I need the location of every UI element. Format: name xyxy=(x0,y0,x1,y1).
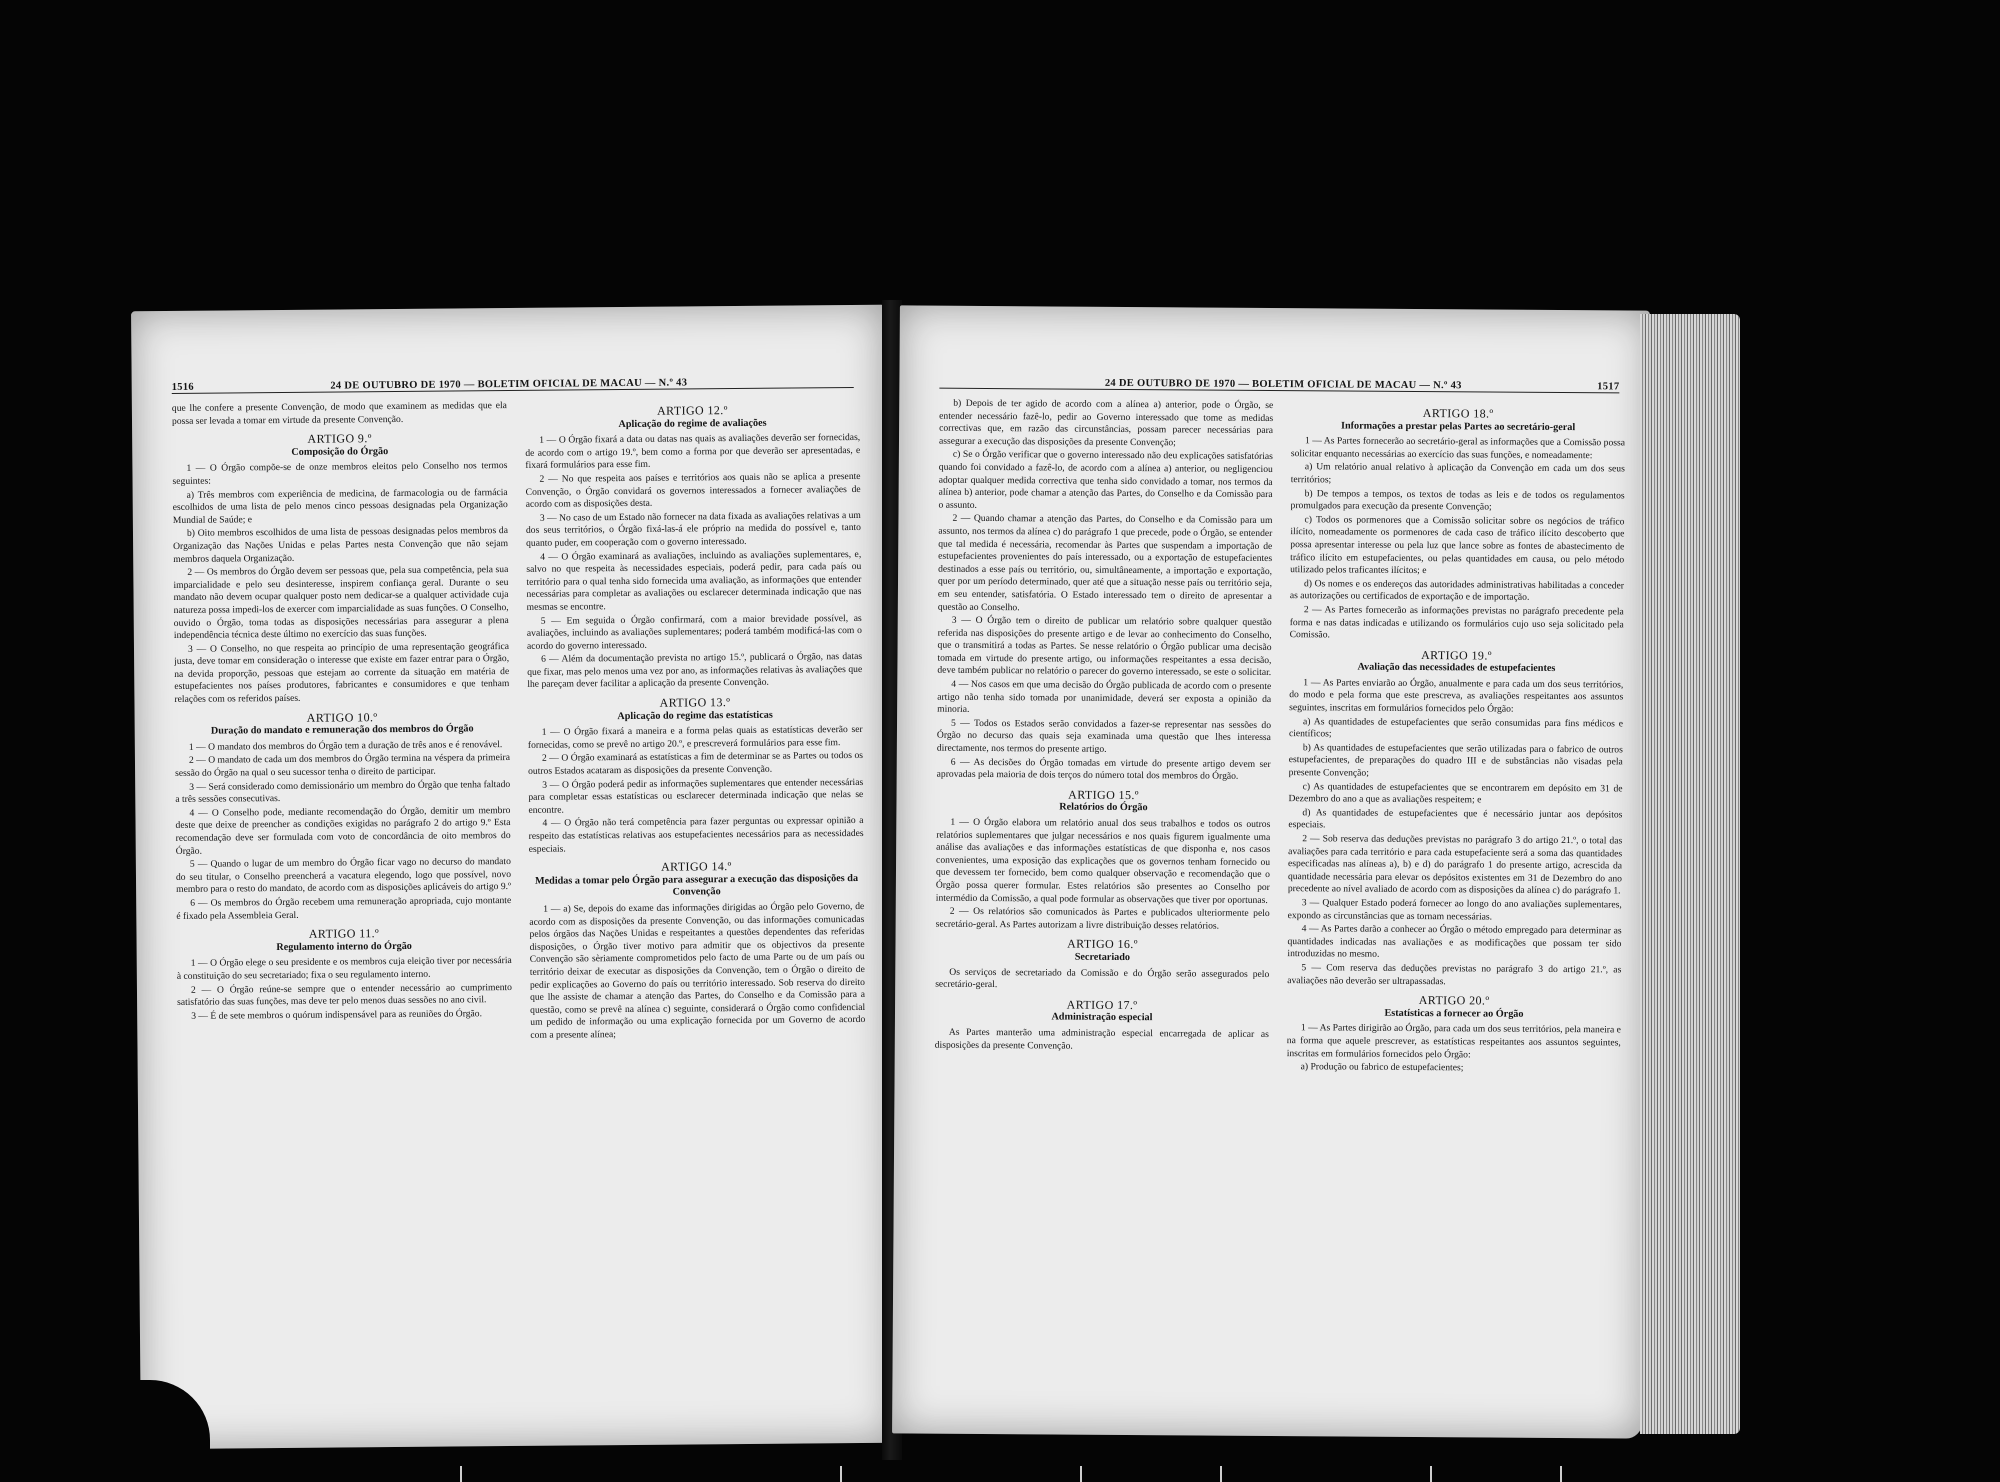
paragraph: b) Depois de ter agido de acordo com a alínea a) anterior, pode o Órgão, se entender necessário fazê-lo, pedir ao Governo interessado que tome as medidas correctivas que, em razão das circunstâncias, possam parecer necessárias para assegurar a execução das disposições da presente Convenção; xyxy=(938,397,1274,449)
article-heading: ARTIGO 9.º xyxy=(307,431,372,446)
article-title: Avaliação das necessidades de estupefacientes xyxy=(1357,661,1556,675)
paragraph: a) Três membros com experiência de medicina, de farmacologia ou de farmácia escolhidos de uma lista de pelo menos cinco pessoas designadas pela Organização Mundial de Saúde; e xyxy=(172,486,508,526)
paragraph: 6 — As decisões do Órgão tomadas em virtude do presente artigo devem ser aprovadas pela maioria de dois terços do número total dos membros do Órgão. xyxy=(936,756,1271,782)
article-heading: ARTIGO 20.º xyxy=(1418,993,1490,1008)
column xyxy=(172,400,516,1433)
paragraph: 4 — O Órgão não terá competência para fazer perguntas ou expressar opinião a respeito das estatísticas relativas aos estupefacientes necessários para as necessidades especiais. xyxy=(528,815,864,855)
paragraph: 3 — O Conselho, no que respeita ao princípio de uma representação geográfica justa, deve tomar em consideração o interesse que existe em fazer entrar para o Órgão, na devida proporção, pessoas que estejam ao corrente da situação em matéria de estupefacientes nos países produtores, fabricantes e consumidores e que tenham relações com os referidos países. xyxy=(174,640,510,706)
paragraph: 2 — O Órgão examinará as estatísticas a fim de determinar se as Partes ou todos os outros Estados acataram as disposições da presente Convenção. xyxy=(528,750,864,777)
scan-bottom-marks xyxy=(100,1466,1600,1482)
paragraph: 1 — As Partes dirigirão ao Órgão, para cada um dos seus territórios, pela maneira e na forma que aquele prescrever, as estatísticas respeitantes aos assuntos seguintes, inscritas em formulários fornecidos pelo Órgão: xyxy=(1286,1022,1621,1060)
article-title: Secretariado xyxy=(1074,951,1131,963)
paragraph: a) Produção ou fabrico de estupefacientes; xyxy=(1300,1061,1464,1074)
article-heading: ARTIGO 17.º xyxy=(1066,997,1138,1012)
article-title: Estatísticas a fornecer ao Órgão xyxy=(1384,1007,1524,1020)
paragraph: 2 — O mandato de cada um dos membros do Órgão termina na véspera da primeira sessão do Órgão na qual o seu sucessor tenha o direito de participar. xyxy=(175,752,511,779)
paragraph: 1 — O Órgão fixará a data ou datas nas quais as avaliações deverão ser fornecidas, de acordo com o artigo 19.º, bem como a forma por que deverão ser apresentadas, e fixará formulários para esse fim. xyxy=(525,432,861,472)
paragraph: b) De tempos a tempos, os textos de todas as leis e de todos os regulamentos promulgados para execução da presente Convenção; xyxy=(1290,487,1625,513)
paragraph: 4 — As Partes darão a conhecer ao Órgão o método empregado para determinar as quantidades indicadas nas avaliações e as modificações que possam ter sido introduzidas no mesmo. xyxy=(1287,923,1622,961)
paragraph: a) As quantidades de estupefacientes que serão consumidas para fins médicos e científicos; xyxy=(1288,715,1624,740)
paragraph: 5 — Todos os Estados serão convidados a fazer-se representar nas sessões do Órgão no decurso das quais seja examinada uma questão que lhes interessa directamente, nos termos do presente artigo. xyxy=(936,717,1272,755)
page-edges xyxy=(1640,314,1740,1434)
paragraph: 2 — Sob reserva das deduções previstas no parágrafo 3 do artigo 21.º, o total das avaliações para cada território e para cada estupefaciente será a soma das quantidades especificadas nas alíneas a), b) e d) do parágrafo 1 do presente artigo, acrescida da quantidade necessária para elevar os depósitos existentes em 31 de Dezembro do ano precedente ao nível avaliado de acordo com as disposições da alínea c) do parágrafo 1. xyxy=(1287,833,1623,897)
article-heading: ARTIGO 10.º xyxy=(306,709,378,725)
paragraph: 2 — Quando chamar a atenção das Partes, do Conselho e da Comissão para um assunto, nos termos da alínea c) do parágrafo 1 que precede, pode o Órgão, se entender que tal medida é necessária, recomendar às Partes que suspendam a importação de estupefacientes provenientes do país interessado, ou a exportação de estupefacientes destinados a esse país ou território, ou, simultâneamente, a importação e exportação, quer por um período determinado, quer até que a situação nesse país ou território seja, em seu entender, satisfatória. O Estado interessado tem o direito de apresentar a questão ao Conselho. xyxy=(937,513,1273,613)
paragraph: 2 — Os membros do Órgão devem ser pessoas que, pela sua competência, pela sua imparcialidade e pelo seu desinteresse, inspirem confiança geral. Durante o seu mandato não devem ocupar qualquer posto nem dedicar-se a qualquer actividade cuja natureza possa impedi-los de exercer com imparcialidade as suas funções. O Conselho, ouvido o Órgão, toma todas as disposições necessárias para assegurar a plena independência técnica deste último no exercício das suas funções. xyxy=(173,564,509,642)
page-header-right xyxy=(939,374,1619,394)
paragraph: 1 — O Órgão elege o seu presidente e os membros cuja eleição tiver por necessária à constituição do seu secretariado; fixa o seu regulamento interno. xyxy=(176,955,512,982)
article-title: Medidas a tomar pelo Órgão para assegurar a execução das disposições da Convenção xyxy=(534,872,859,898)
article-heading: ARTIGO 12.º xyxy=(657,403,728,418)
paragraph: 3 — No caso de um Estado não fornecer na data fixada as avaliações relativas a um dos seus territórios, o Órgão fixá-las-á ele próprio na medida do possível e, tanto quanto puder, em cooperação com o governo interessado. xyxy=(525,509,862,549)
open-bulletin-book xyxy=(120,300,1740,1460)
paragraph: 3 — Será considerado como demissionário um membro do Órgão que tenha faltado a três sessões consecutivas. xyxy=(175,778,511,806)
paragraph: c) As quantidades de estupefacientes que se encontrarem em depósito em 31 de Dezembro do ano a que as avaliações respeitem; e xyxy=(1288,780,1623,806)
paragraph: 1 — O Órgão elabora um relatório anual dos seus trabalhos e todos os outros relatórios suplementares que julgar necessários e nos quais figurem igualmente uma análise das avaliações e das informações estatísticas de que disponha e, nos casos convenientes, uma exposição das explicações que os governos tenham fornecido ou que devessem ter fornecido, bem como qualquer observação e recomendação que o Órgão possa querer formular. Estes relatórios são presentes ao Conselho por intermédio da Comissão, a qual pode formular as observações que tiver por oportunas. xyxy=(935,816,1271,906)
paragraph: 1 — As Partes fornecerão ao secretário-geral as informações que a Comissão possa solicitar enquanto necessárias ao exercício das suas funções, e nomeadamente: xyxy=(1290,435,1626,462)
paragraph: 4 — O Órgão examinará as avaliações, incluindo as avaliações suplementares, e, salvo no que respeita às necessidades especiais, poderá pedir, para cada país ou território para o qual tenha sido fornecida uma avaliação, as informações que entender necessárias para completar as avaliações ou esclarecer determinada indicação que nas mesmas se encontre. xyxy=(526,548,862,613)
paragraph: 1 — O mandato dos membros do Órgão tem a duração de três anos e é renovável. xyxy=(188,738,503,753)
left-page-columns xyxy=(172,397,869,1433)
paragraph: 3 — É de sete membros o quórum indispensável para as reuniões do Órgão. xyxy=(191,1007,483,1022)
paragraph: 2 — No que respeita aos países e territórios aos quais não se aplica a presente Convenção, o Órgão convidará os governos interessados a fornecer avaliações de acordo com as disposições desta. xyxy=(525,470,861,511)
article-heading: ARTIGO 19.º xyxy=(1421,647,1492,663)
paragraph: 2 — As Partes fornecerão as informações previstas no parágrafo precedente pela forma e nas datas indicadas e utilizando os formulários cujo uso seja solicitado pela Comissão. xyxy=(1289,604,1624,641)
paragraph: d) Os nomes e os endereços das autoridades administrativas habilitadas a conceder as autorizações ou certificados de exportação e de importação. xyxy=(1289,577,1625,604)
header-title: 24 DE OUTUBRO DE 1970 — BOLETIM OFICIAL DE MACAU — N.º 43 xyxy=(1104,377,1462,392)
paragraph: que lhe confere a presente Convenção, de modo que examinem as medidas que ela possa ser levada a tomar em virtude da presente Convenção. xyxy=(171,400,507,427)
right-page-columns xyxy=(932,398,1625,1423)
paragraph: b) As quantidades de estupefacientes que serão utilizadas para o fabrico de outros estupefacientes, de preparações do quadro III e de substâncias não visadas pela presente Convenção; xyxy=(1288,742,1623,779)
paragraph: 2 — Os relatórios são comunicados às Partes e publicados ulteriormente pelo secretário-geral. As Partes autorizam a livre distribuição desses relatórios. xyxy=(935,905,1270,932)
paragraph: 5 — Em seguida o Órgão confirmará, com a maior brevidade possível, as avaliações, incluindo as avaliações suplementares; poderá também modificá-las com o acordo do governo interessado. xyxy=(526,612,862,652)
header-title: 24 DE OUTUBRO DE 1970 — BOLETIM OFICIAL DE MACAU — N.º 43 xyxy=(330,377,688,392)
article-title: Informações a prestar pelas Partes ao secretário-geral xyxy=(1340,420,1576,433)
paragraph: 1 — O Órgão compõe-se de onze membros eleitos pelo Conselho nos termos seguintes: xyxy=(172,460,508,487)
article-title: Duração do mandato e remuneração dos membros do Órgão xyxy=(210,723,474,737)
paragraph: 1 — O Órgão fixará a maneira e a forma pelas quais as estatísticas deverão ser fornecidas, como se prevê no artigo 20.º, e prescreverá formulários para esse fim. xyxy=(527,724,863,751)
article-heading: ARTIGO 11.º xyxy=(308,926,380,941)
article-heading: ARTIGO 13.º xyxy=(659,695,731,710)
article-title: Regulamento interno do Órgão xyxy=(276,940,412,953)
page-number: 1517 xyxy=(1597,381,1620,393)
article-title: Composição do Órgão xyxy=(291,445,389,458)
article-heading: ARTIGO 18.º xyxy=(1422,406,1494,421)
paragraph: 2 — O Órgão reúne-se sempre que o entender necessário ao cumprimento satisfatório das suas funções, mas deve ter pelo menos duas sessões no ano civil. xyxy=(177,981,513,1009)
paragraph: 4 — Nos casos em que uma decisão do Órgão publicada de acordo com o presente artigo não tenha sido tomada por unanimidade, deverá ser exposta a opinião da minoria. xyxy=(937,678,1272,716)
article-title: Aplicação do regime das estatísticas xyxy=(617,709,773,722)
paragraph: 1 — a) Se, depois do exame das informações dirigidas ao Órgão pelo Governo, de acordo com as disposições da presente Convenção, ou das informações comunicadas pelos órgãos das Nações Unidas e respeitantes a questões dependentes das referidas disposições, o Órgão tiver motivo para admitir que os objectivos da presente Convenção são sèriamente comprometidos pelo facto de uma Parte ou de um país ou território deixar de executar as disposições da Convenção, tem o Órgão o direito de pedir explicações ao Governo do país ou território interessado. Sob reserva do direito que lhe assiste de chamar a atenção das Partes, do Conselho e da Comissão para a questão, como se prevê na alínea c) seguinte, considerará o Órgão como confidencial um pedido de informação ou uma explicação fornecida por um Governo de acordo com a presente alínea; xyxy=(529,900,866,1041)
page-number: 1516 xyxy=(171,381,194,393)
page-header-left xyxy=(172,373,854,394)
column xyxy=(525,397,869,1430)
column xyxy=(932,398,1273,1420)
article-heading: ARTIGO 16.º xyxy=(1067,936,1138,952)
paragraph: 6 — Os membros do Órgão recebem uma remuneração apropriada, cujo montante é fixado pela Assembleia Geral. xyxy=(176,894,512,922)
column xyxy=(1284,400,1625,1422)
paragraph: 1 — As Partes enviarão ao Órgão, anualmente e para cada um dos seus territórios, do modo e pela forma que este prescreva, as avaliações respeitantes aos assuntos seguintes, inscritas em formulários fornecidos pelo Órgão: xyxy=(1289,677,1624,715)
paragraph: Os serviços de secretariado da Comissão e do Órgão serão assegurados pelo secretário-geral. xyxy=(935,966,1270,991)
paragraph: 6 — Além da documentação prevista no artigo 15.º, publicará o Órgão, nas datas que fixar, mas pelo menos uma vez por ano, as informações relativas às avaliações que lhe pareçam dever facilitar a aplicação da presente Convenção. xyxy=(527,651,863,691)
article-title: Aplicação do regime de avaliações xyxy=(618,417,767,430)
paragraph: 4 — O Conselho pode, mediante recomendação do Órgão, demitir um membro deste que deixe de preencher as condições exigidas no parágrafo 2 do artigo 9.º Esta recomendação deve ser formulada com voto de concordância de oito membros do Órgão. xyxy=(175,804,511,857)
paragraph: b) Oito membros escolhidos de uma lista de pessoas designadas pelos membros da Organização das Nações Unidas e pelas Partes nesta Convenção que não sejam membros daquela Organização. xyxy=(173,525,509,565)
article-heading: ARTIGO 14.º xyxy=(660,859,732,874)
article-heading: ARTIGO 15.º xyxy=(1068,787,1139,802)
paragraph: d) As quantidades de estupefacientes que é necessário juntar aos depósitos especiais. xyxy=(1288,807,1623,831)
left-page xyxy=(131,305,893,1450)
article-title: Relatórios do Órgão xyxy=(1059,801,1148,814)
paragraph: 3 — O Órgão tem o direito de publicar um relatório sobre qualquer questão referida nas disposições do presente artigo e de levar ao conhecimento do Conselho, que o transmitirá a todas as Partes. Se nesse relatório o Órgão publicar uma decisão tomada em virtude do presente artigo, ou informações respeitantes a essa decisão, deve também publicar no relatório o parecer do governo interessado, se este o solicitar. xyxy=(937,614,1272,679)
paragraph: 5 — Quando o lugar de um membro do Órgão ficar vago no decurso do mandato do seu titular, o Conselho preencherá a vacatura elegendo, logo que possível, novo membro para o resto do mandato, de acordo com as disposições aplicáveis do artigo 9.º xyxy=(175,856,512,896)
paragraph: 5 — Com reserva das deduções previstas no parágrafo 3 do artigo 21.º, as avaliações não deverão ser ultrapassadas. xyxy=(1287,962,1622,987)
article-title: Administração especial xyxy=(1051,1011,1153,1024)
paragraph: c) Se o Órgão verificar que o governo interessado não deu explicações satisfatórias quando foi convidado a fazê-lo, de acordo com a alínea a) anterior, ou negligenciou adoptar qualquer medida correctiva que tenha sido convidado a tomar, nos termos da alínea b) anterior, pode chamar a atenção das Partes, do Conselho e da Comissão para o assunto. xyxy=(938,449,1273,511)
paragraph: a) Um relatório anual relativo à aplicação da Convenção em cada um dos seus territórios; xyxy=(1290,461,1625,486)
paragraph: c) Todos os pormenores que a Comissão solicitar sobre os negócios de tráfico ilícito, nomeadamente os pormenores de cada caso de tráfico ilícito descoberto que possa apresentar interesse ou pela luz que lance sobre as fontes de abastecimento de tráfico ilícito em estupefacientes, ou pelas quantidades em causa, ou pelo método utilizado pelos traficantes ilícitos; e xyxy=(1290,513,1625,577)
paragraph: 3 — O Órgão poderá pedir as informações suplementares que entender necessárias para completar essas estatísticas ou esclarecer determinada indicação que nelas se encontre. xyxy=(528,776,864,816)
paragraph: As Partes manterão uma administração especial encarregada de aplicar as disposições da presente Convenção. xyxy=(934,1026,1269,1052)
right-page xyxy=(892,305,1650,1438)
paragraph: 3 — Qualquer Estado poderá fornecer ao longo do ano avaliações suplementares, expondo as circunstâncias que as tornam necessárias. xyxy=(1287,897,1622,923)
